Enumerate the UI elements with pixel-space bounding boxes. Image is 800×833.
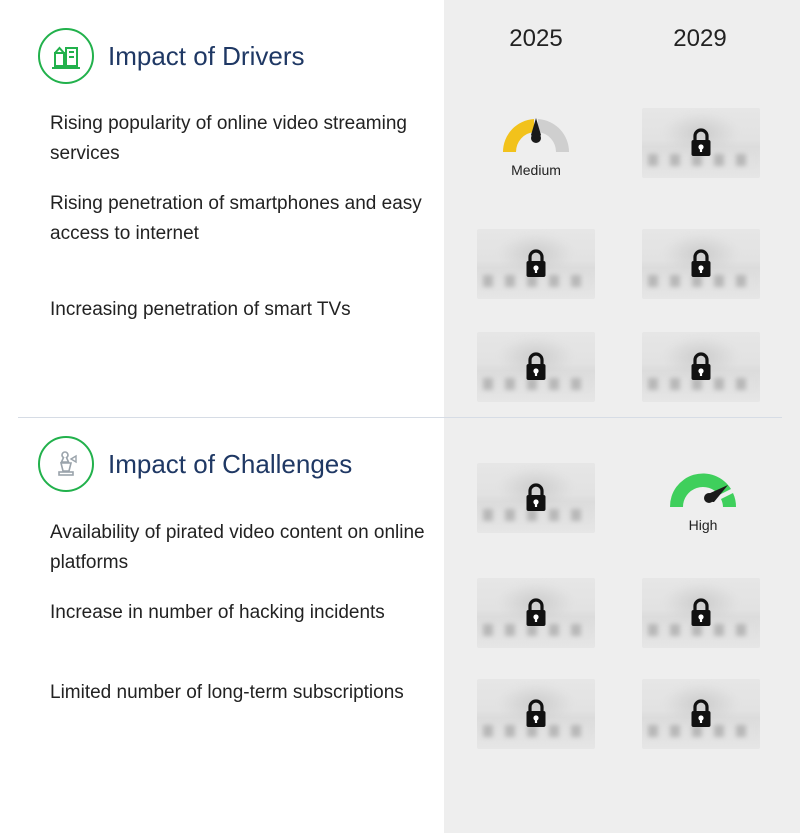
- lock-icon: [688, 127, 714, 159]
- lock-icon: [688, 698, 714, 730]
- challenge-item-2: Increase in number of hacking incidents: [50, 602, 385, 623]
- driver-item-2: Rising penetration of smartphones and easy access to internet: [50, 193, 422, 244]
- section-header-challenges: [38, 436, 352, 492]
- lock-icon: [688, 351, 714, 383]
- rating-cell-drivers-2-2025[interactable]: [477, 229, 595, 299]
- section-divider: [18, 417, 782, 418]
- rating-cell-drivers-1-2029[interactable]: [642, 108, 760, 178]
- lock-icon: [523, 597, 549, 629]
- rating-cell-drivers-1-2025[interactable]: [477, 108, 595, 194]
- lock-icon: [523, 248, 549, 280]
- lock-icon: [523, 482, 549, 514]
- rating-cell-drivers-3-2025[interactable]: [477, 332, 595, 402]
- section-title-drivers: Impact of Drivers: [108, 40, 305, 71]
- rating-cell-challenges-1-2029[interactable]: [644, 463, 762, 549]
- rating-cell-challenges-2-2025[interactable]: [477, 578, 595, 648]
- lock-icon: [688, 597, 714, 629]
- gauge-high-icon: [664, 463, 742, 515]
- chess-challenges-icon: [38, 436, 94, 492]
- rating-cell-drivers-3-2029[interactable]: [642, 332, 760, 402]
- rating-cell-drivers-2-2029[interactable]: [642, 229, 760, 299]
- column-header-2025: 2025: [509, 25, 563, 52]
- rating-cell-challenges-3-2029[interactable]: [642, 679, 760, 749]
- lock-icon: [523, 698, 549, 730]
- section-title-challenges: Impact of Challenges: [108, 448, 353, 479]
- lock-icon: [688, 248, 714, 280]
- section-header-drivers: [38, 28, 305, 84]
- challenge-item-3: Limited number of long-term subscriptions: [50, 682, 404, 703]
- gauge-label-challenges-1-2029: High: [688, 517, 718, 533]
- rating-cell-challenges-1-2025[interactable]: [477, 463, 595, 533]
- challenge-item-1: Availability of pirated video content on online platforms: [50, 522, 425, 573]
- rating-cell-challenges-2-2029[interactable]: [642, 578, 760, 648]
- column-header-2029: 2029: [673, 25, 727, 52]
- rating-cell-challenges-3-2025[interactable]: [477, 679, 595, 749]
- factory-drivers-icon: [38, 28, 94, 84]
- driver-item-1: Rising popularity of online video streaming services: [50, 113, 407, 164]
- gauge-label-drivers-1-2025: Medium: [511, 162, 561, 178]
- lock-icon: [523, 351, 549, 383]
- gauge-medium-icon: [497, 108, 575, 160]
- driver-item-3: Increasing penetration of smart TVs: [50, 299, 351, 320]
